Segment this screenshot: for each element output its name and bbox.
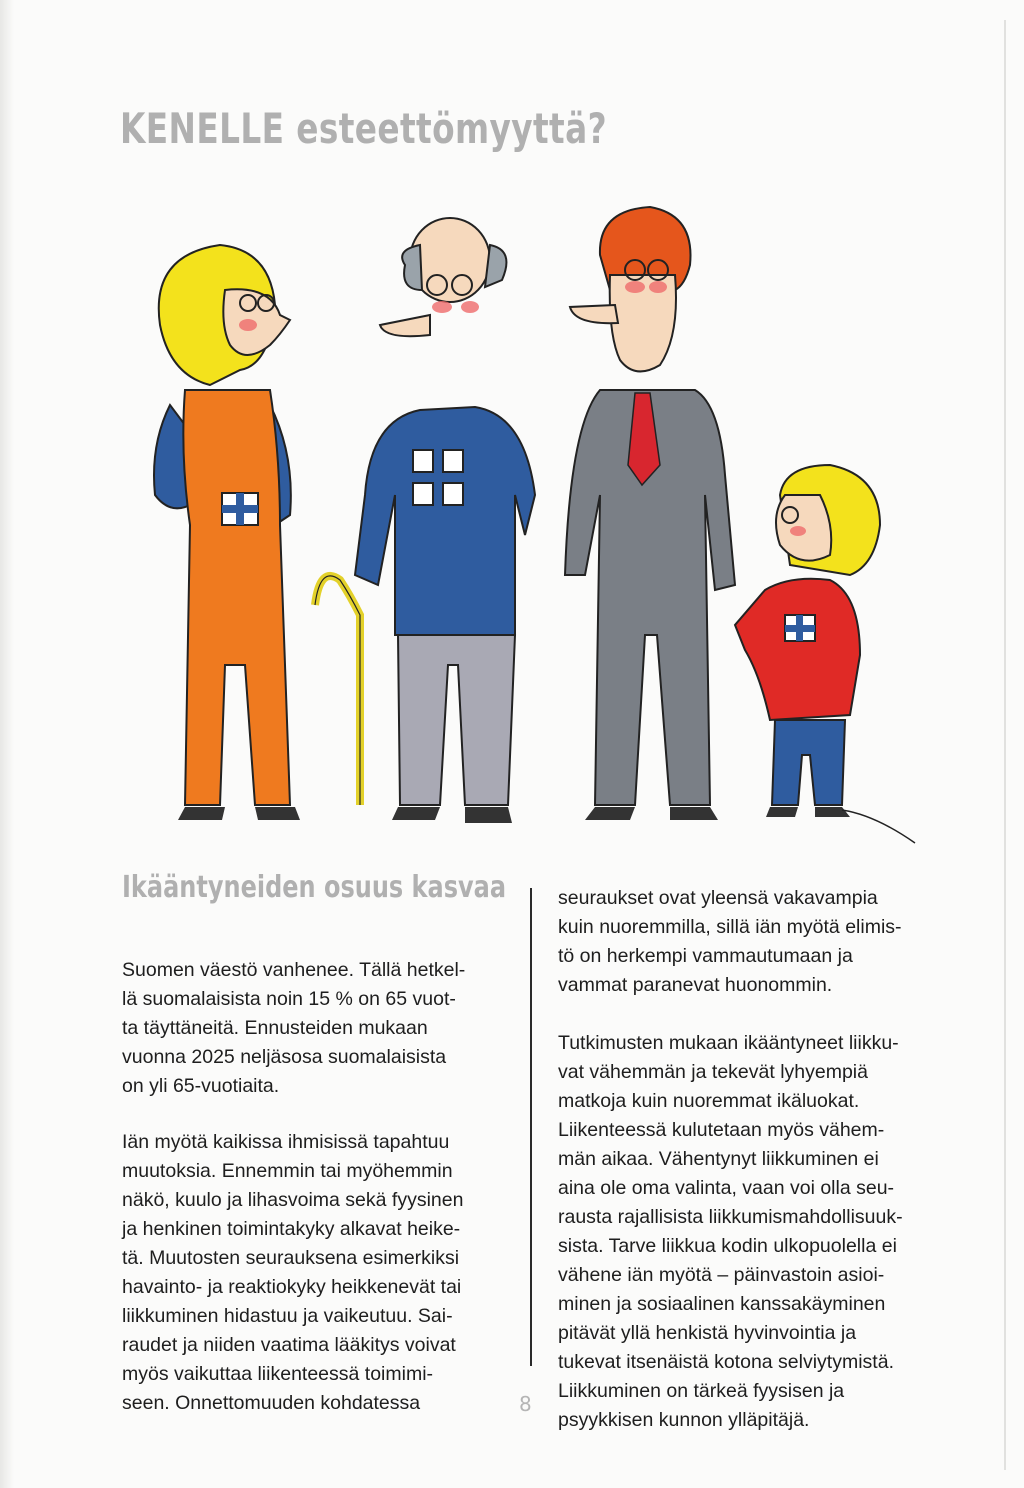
- left-text-column: [122, 956, 502, 1418]
- right-paragraph-1: seuraukset ovat yleensä vakavampia kuin nuoremmilla, sillä iän myötä elimis- tö on herkempi vammautumaan ja vammat paranevat huonommin.: [558, 887, 902, 996]
- left-paragraph-1: Suomen väestö vanhenee. Tällä hetkel- lä suomalaisista noin 15 % on 65 vuot- ta täyttäneitä. Ennusteiden mukaan vuonna 2025 neljäsosa suomalaisista on yli 65-vuotiaita.: [122, 959, 466, 1097]
- right-text-column: [558, 884, 948, 1435]
- man-in-suit-figure: [565, 207, 735, 820]
- page-number: 8: [519, 1392, 532, 1416]
- page-right-rule: [1004, 20, 1006, 1470]
- section-heading: Ikääntyneiden osuus kasvaa: [122, 870, 507, 905]
- family-illustration-icon: [130, 195, 920, 860]
- page-title: KENELLE esteettömyyttä?: [120, 104, 607, 153]
- column-divider: [530, 888, 532, 1366]
- right-paragraph-2: Tutkimusten mukaan ikääntyneet liikku- vat vähemmän ja tekevät lyhyempiä matkoja kuin nuoremmat ikäluokat. Liikenteessä kulutetaan myös vähem- män aikaa. Vähentynyt liikkuminen ei aina ole oma valinta, vaan voi olla seu- rausta rajallisista liikkumismahdollisuuk- sista. Tarve liikkua kodin ulkopuolella ei vähene iän myötä – päinvastoin asioi- minen ja sosiaalinen kanssakäyminen pitävät yllä henkistä hyvinvointia ja tukevat itsenäistä kotona selviytymistä. Liikkuminen on tärkeä fyysisen ja psyykkisen kunnon ylläpitäjä.: [558, 1032, 903, 1431]
- child-figure: [735, 465, 915, 843]
- page-edge-shadow: [0, 0, 14, 1488]
- left-paragraph-2: Iän myötä kaikissa ihmisissä tapahtuu muutoksia. Ennemmin tai myöhemmin näkö, kuulo ja lihasvoima sekä fyysinen ja henkinen toimintakyky alkavat heike- tä. Muutosten seurauksena esimerkiksi havainto- ja reaktiokyky heikkenevät tai liikkuminen hidastuu ja vaikeutuu. Sai- raudet ja niiden vaatima lääkitys voivat myös vaikuttaa liikenteessä toimimi- seen. Onnettomuuden kohdatessa: [122, 1131, 464, 1414]
- woman-figure: [154, 245, 300, 820]
- old-man-figure: [315, 218, 535, 823]
